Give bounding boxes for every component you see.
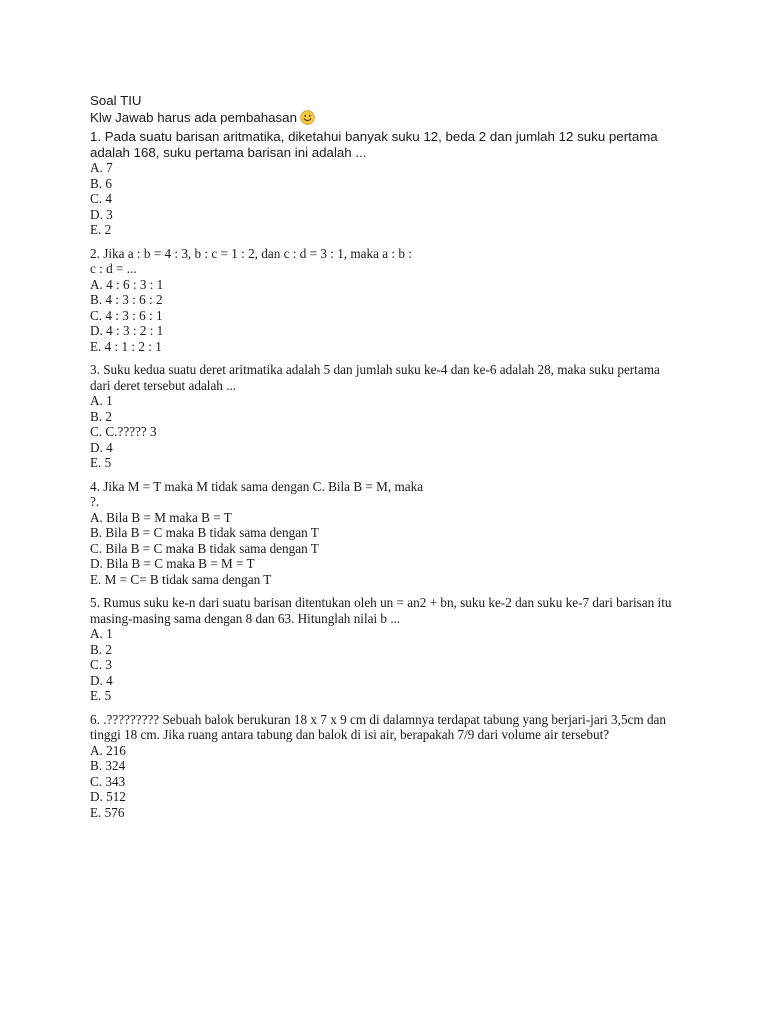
answer-option: A. Bila B = M maka B = T — [90, 509, 232, 525]
document-subtitle: Klw Jawab harus ada pembahasan — [90, 109, 297, 125]
answer-option: E. 576 — [90, 804, 125, 820]
answer-option: D. 3 — [90, 206, 113, 222]
document-page — [90, 93, 690, 820]
question-text-line: 6. .????????? Sebuah balok berukuran 18 x 7 x 9 cm di dalamnya terdapat tabung yang berjari-jari 3,5cm dan — [90, 711, 666, 727]
answer-option: E. 5 — [90, 688, 112, 703]
question-text-line: 5. Rumus suku ke-n dari suatu barisan ditentukan oleh un = an2 + bn, suku ke-2 dan suku ke-7 dari barisan itu — [90, 595, 672, 610]
document-title: Soal TIU — [90, 93, 142, 108]
answer-option: A. 1 — [90, 393, 113, 408]
question-text-line: 3. Suku kedua suatu deret aritmatika adalah 5 dan jumlah suku ke-4 dan ke-6 adalah 28, maka suku pertama — [90, 362, 660, 377]
answer-option: A. 7 — [90, 160, 113, 175]
question-text-line: dari deret tersebut adalah ... — [90, 377, 237, 393]
answer-option: E. M = C= B tidak sama dengan T — [90, 571, 272, 587]
answer-option: C. Bila B = C maka B tidak sama dengan T — [90, 540, 319, 556]
question-1 — [90, 129, 690, 238]
question-3 — [90, 362, 690, 471]
question-text-line: 4. Jika M = T maka M tidak sama dengan C. Bila B = M, maka — [90, 478, 424, 494]
answer-option: C. 343 — [90, 773, 126, 789]
answer-option: C. 4 — [90, 191, 112, 206]
answer-option: B. 2 — [90, 641, 112, 657]
answer-option: B. Bila B = C maka B tidak sama dengan T — [90, 525, 319, 540]
smiley-emoji-icon — [300, 110, 315, 125]
question-text-line: c : d = ... — [90, 261, 137, 276]
question-5 — [90, 595, 690, 704]
answer-option: E. 4 : 1 : 2 : 1 — [90, 338, 162, 354]
answer-option: B. 6 — [90, 175, 112, 191]
question-text-line: ?. — [90, 494, 100, 509]
answer-option: D. 512 — [90, 789, 126, 804]
question-text-line: tinggi 18 cm. Jika ruang antara tabung dan balok di isi air, berapakah 7/9 dari volume air tersebut? — [90, 727, 610, 742]
subtitle-row — [90, 110, 690, 126]
answer-option: E. 2 — [90, 222, 112, 237]
answer-option: A. 4 : 6 : 3 : 1 — [90, 276, 164, 292]
question-text-line: masing-masing sama dengan 8 dan 63. Hitunglah nilai b ... — [90, 610, 401, 626]
answer-option: C. 3 — [90, 657, 112, 672]
answer-option: E. 5 — [90, 455, 112, 470]
answer-option: A. 216 — [90, 742, 126, 758]
question-text-line: 1. Pada suatu barisan aritmatika, diketahui banyak suku 12, beda 2 dan jumlah 12 suku pertama — [90, 129, 658, 144]
answer-option: B. 324 — [90, 758, 126, 773]
answer-option: D. Bila B = C maka B = M = T — [90, 556, 255, 571]
question-6 — [90, 712, 690, 821]
question-2 — [90, 246, 690, 355]
question-4 — [90, 479, 690, 588]
answer-option: A. 1 — [90, 626, 113, 641]
answer-option: B. 4 : 3 : 6 : 2 — [90, 292, 163, 307]
question-text-line: adalah 168, suku pertama barisan ini adalah ... — [90, 144, 367, 160]
answer-option: C. 4 : 3 : 6 : 1 — [90, 307, 163, 323]
answer-option: D. 4 — [90, 672, 113, 688]
answer-option: D. 4 — [90, 439, 113, 455]
question-text-line: 2. Jika a : b = 4 : 3, b : c = 1 : 2, dan c : d = 3 : 1, maka a : b : — [90, 245, 412, 261]
answer-option: C. C.????? 3 — [90, 424, 157, 439]
answer-option: B. 2 — [90, 408, 112, 424]
answer-option: D. 4 : 3 : 2 : 1 — [90, 323, 164, 338]
